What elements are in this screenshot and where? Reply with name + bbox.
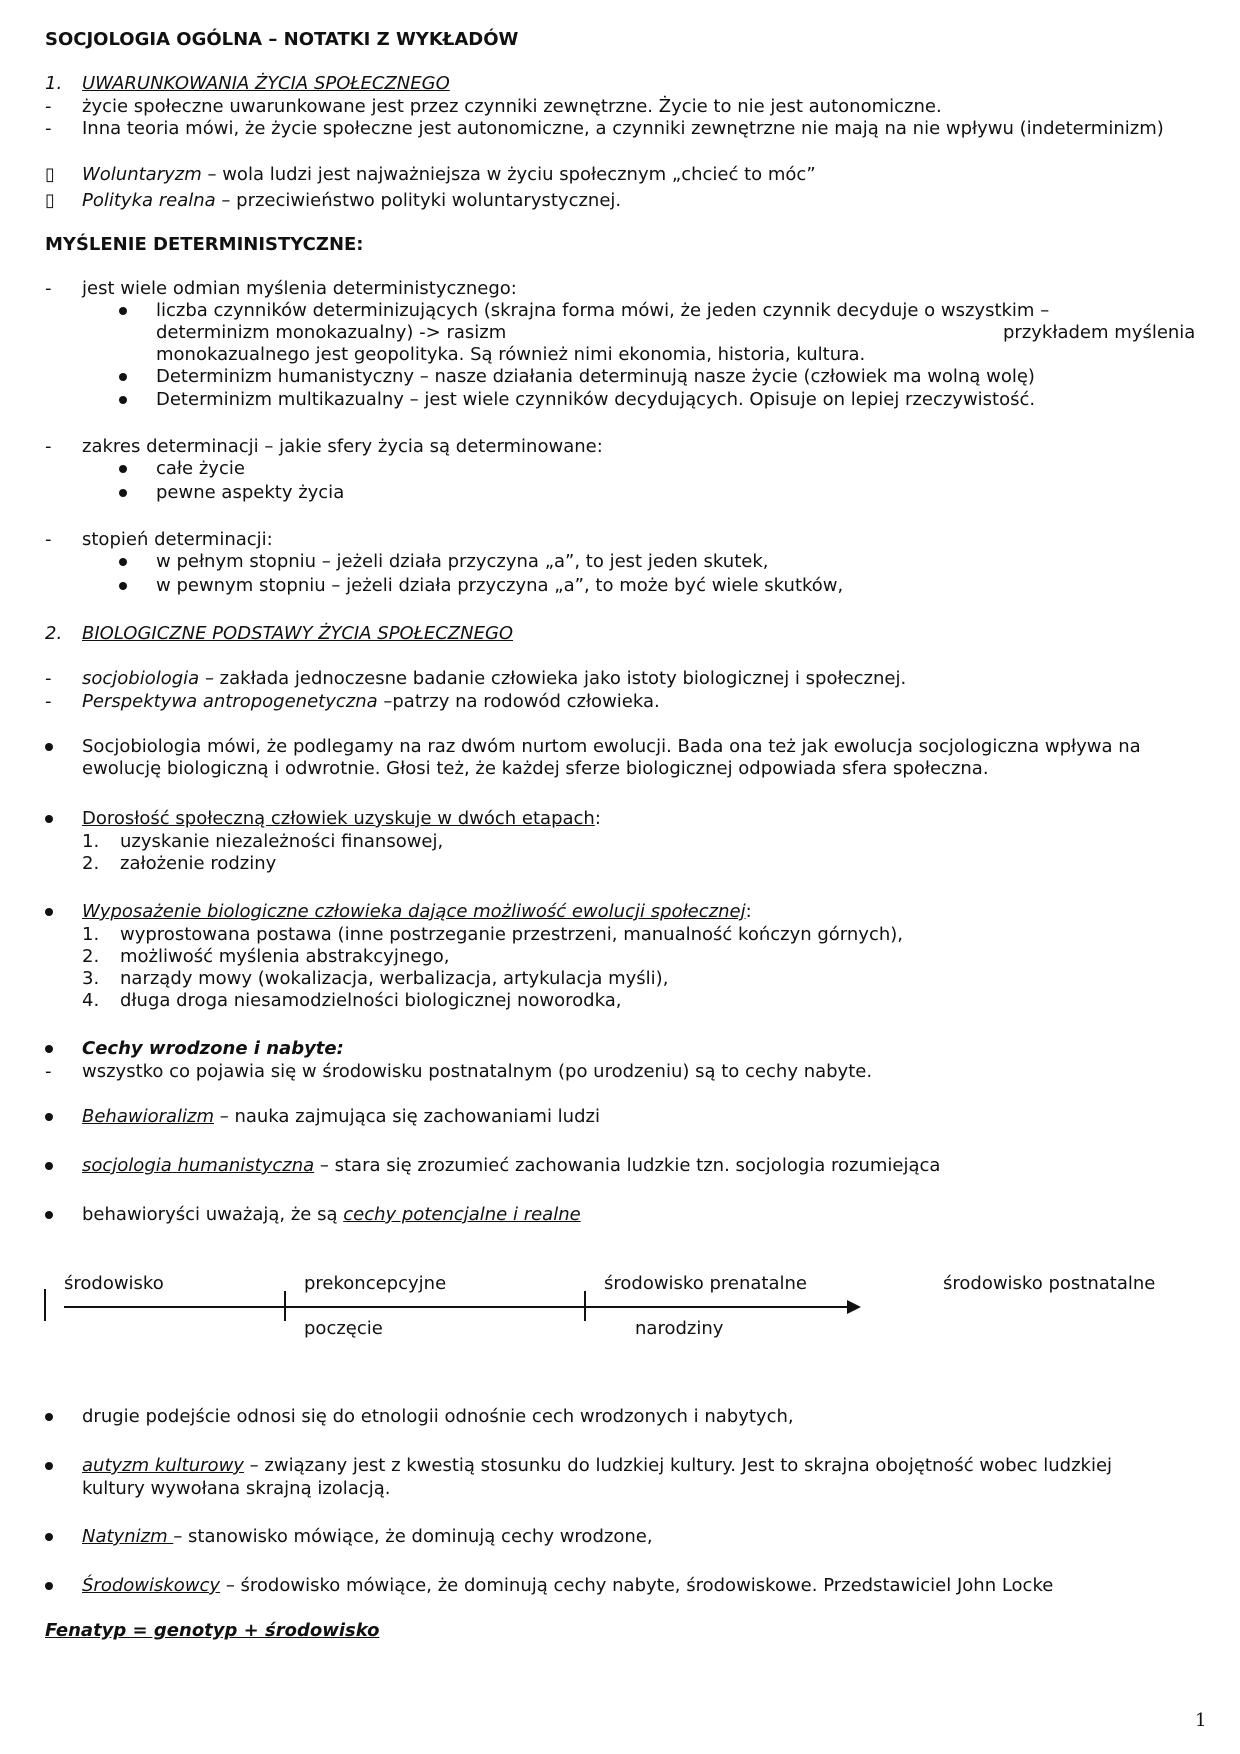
- dash-marker: -: [45, 436, 52, 457]
- section-2-number: 2.: [45, 623, 63, 644]
- multicausal-determinism: Determinizm multikazualny – jest wiele czynników decydujących. Opisuje on lepiej rzeczywistość.: [156, 389, 1036, 410]
- varieties-line: jest wiele odmian myślenia deterministycznego:: [82, 278, 517, 299]
- cultural-autism-text: – związany jest z kwestią stosunku do ludzkiej kultury. Jest to skrajna obojętność wobec ludzkiej: [243, 1455, 1113, 1476]
- dash-marker: -: [45, 668, 52, 689]
- cultural-autism-line-2: kultury wywołana skrajną izolacją.: [82, 1478, 391, 1499]
- dash-marker: -: [45, 118, 52, 139]
- timeline-label-preconception: prekoncepcyjne: [304, 1273, 447, 1294]
- bullet-icon: [119, 558, 127, 566]
- humanistic-sociology-item: [82, 1155, 940, 1177]
- arrow-right-icon: [847, 1300, 861, 1314]
- voluntarism-term: Woluntaryzm: [82, 164, 202, 185]
- dash-marker: -: [45, 691, 52, 712]
- behavioralism-term: Behawioralizm: [82, 1106, 215, 1127]
- potential-traits-item: [82, 1204, 581, 1226]
- list-item-number: 4.: [82, 990, 100, 1011]
- missing-glyph-icon: ▯: [45, 164, 55, 185]
- environmentalists-term: Środowiskowcy: [82, 1575, 221, 1596]
- page-number: 1: [1195, 1710, 1207, 1731]
- dash-marker: -: [45, 278, 52, 299]
- bullet-icon: [45, 1413, 53, 1421]
- list-item: założenie rodziny: [120, 853, 277, 874]
- perspective-text: –patrzy na rodowód człowieka.: [377, 691, 660, 712]
- monocausal-line-3: monokazualnego jest geopolityka. Są również nimi ekonomia, historia, kultura.: [156, 344, 866, 365]
- dash-marker: -: [45, 1061, 52, 1082]
- degree-item-2: w pewnym stopniu – jeżeli działa przyczyna „a”, to może być wiele skutków,: [156, 575, 844, 596]
- list-item-number: 1.: [82, 831, 100, 852]
- nativism-term: Natynizm: [82, 1526, 174, 1547]
- list-item: uzyskanie niezależności finansowej,: [120, 831, 444, 852]
- bullet-icon: [45, 1533, 53, 1541]
- cultural-autism-line-1: [82, 1455, 1112, 1477]
- humanistic-determinism: Determinizm humanistyczny – nasze działania determinują nasze życie (człowiek ma wolną wolę): [156, 366, 1035, 387]
- ethnology-item: drugie podejście odnosi się do etnologii odnośnie cech wrodzonych i nabytych,: [82, 1406, 794, 1427]
- timeline-label-postnatal: środowisko postnatalne: [943, 1273, 1156, 1294]
- list-item: możliwość myślenia abstrakcyjnego,: [120, 946, 450, 967]
- adulthood-heading-text: Dorosłość społeczną człowiek uzyskuje w dwóch etapach: [82, 808, 595, 829]
- equipment-heading-text: Wyposażenie biologiczne człowieka dające możliwość ewolucji społecznej: [82, 901, 746, 922]
- timeline-start-tick: [44, 1289, 46, 1321]
- potential-traits-term: cechy potencjalne i realne: [343, 1204, 581, 1225]
- timeline-label-conception: poczęcie: [304, 1318, 383, 1339]
- perspective-term: Perspektywa antropogenetyczna: [82, 691, 378, 712]
- behavioralism-item: [82, 1106, 600, 1128]
- nativism-text: – stanowisko mówiące, że dominują cechy wrodzone,: [173, 1526, 653, 1547]
- bullet-icon: [119, 307, 127, 315]
- monocausal-line-2: determinizm monokazualny) -> rasizm: [156, 322, 507, 343]
- potential-traits-text: behawioryści uważają, że są: [82, 1204, 344, 1225]
- missing-glyph-icon: ▯: [45, 190, 55, 211]
- equipment-heading: [82, 901, 752, 923]
- degree-item-1: w pełnym stopniu – jeżeli działa przyczyna „a”, to jest jeden skutek,: [156, 551, 769, 572]
- determinism-line-2: Inna teoria mówi, że życie społeczne jest autonomiczne, a czynniki zewnętrzne nie mają na nie wpływu (indeterminizm): [82, 118, 1164, 139]
- monocausal-line-1: liczba czynników determinizujących (skrajna forma mówi, że jeden czynnik decyduje o wszystkim –: [156, 300, 1050, 321]
- timeline-tick-birth: [584, 1291, 586, 1321]
- section-1-heading: UWARUNKOWANIA ŻYCIA SPOŁECZNEGO: [82, 73, 450, 94]
- timeline-tick-conception: [284, 1291, 286, 1321]
- monocausal-line-2-right: przykładem myślenia: [1003, 322, 1196, 343]
- voluntarism-item: [82, 164, 816, 186]
- timeline-label-birth: narodziny: [635, 1318, 724, 1339]
- phenotype-formula: Fenatyp = genotyp + środowisko: [45, 1620, 380, 1641]
- innate-acquired-heading: Cechy wrodzone i nabyte:: [82, 1038, 344, 1059]
- timeline-label-environment: środowisko: [64, 1273, 164, 1294]
- deterministic-heading: MYŚLENIE DETERMINISTYCZNE:: [45, 234, 364, 255]
- scope-item-2: pewne aspekty życia: [156, 482, 345, 503]
- list-item-number: 1.: [82, 924, 100, 945]
- dash-marker: -: [45, 96, 52, 117]
- scope-line: zakres determinacji – jakie sfery życia są determinowane:: [82, 436, 603, 457]
- bullet-icon: [45, 1113, 53, 1121]
- list-item-number: 3.: [82, 968, 100, 989]
- list-item-number: 2.: [82, 853, 100, 874]
- section-1-number: 1.: [45, 73, 63, 94]
- humanistic-sociology-text: – stara się zrozumieć zachowania ludzkie tzn. socjologia rozumiejąca: [314, 1155, 941, 1176]
- perspective-item: [82, 691, 660, 713]
- bullet-icon: [45, 908, 53, 916]
- bullet-icon: [45, 815, 53, 823]
- cultural-autism-term: autyzm kulturowy: [82, 1455, 244, 1476]
- adulthood-heading: [82, 808, 601, 830]
- behavioralism-text: – nauka zajmująca się zachowaniami ludzi: [214, 1106, 600, 1127]
- realpolitik-text: – przeciwieństwo polityki woluntarystycznej.: [215, 190, 622, 211]
- bullet-icon: [119, 465, 127, 473]
- section-2-heading: BIOLOGICZNE PODSTAWY ŻYCIA SPOŁECZNEGO: [82, 623, 514, 644]
- colon: :: [594, 808, 601, 829]
- realpolitik-item: [82, 190, 621, 212]
- list-item: długa droga niesamodzielności biologicznej noworodka,: [120, 990, 622, 1011]
- evolution-line-2: ewolucję biologiczną i odwrotnie. Głosi też, że każdej sferze biologicznej odpowiada sfera społeczna.: [82, 758, 989, 779]
- humanistic-sociology-term: socjologia humanistyczna: [82, 1155, 315, 1176]
- bullet-icon: [45, 1211, 53, 1219]
- dash-marker: -: [45, 529, 52, 550]
- innate-acquired-text: wszystko co pojawia się w środowisku postnatalnym (po urodzeniu) są to cechy nabyte.: [82, 1061, 873, 1082]
- environmentalists-text: – środowisko mówiące, że dominują cechy nabyte, środowiskowe. Przedstawiciel John Locke: [220, 1575, 1054, 1596]
- voluntarism-text: – wola ludzi jest najważniejsza w życiu społecznym „chcieć to móc”: [201, 164, 816, 185]
- evolution-line-1: Socjobiologia mówi, że podlegamy na raz dwóm nurtom ewolucji. Bada ona też jak ewolucja socjologiczna wpływa na: [82, 736, 1141, 757]
- list-item: wyprostowana postawa (inne postrzeganie przestrzeni, manualność kończyn górnych),: [120, 924, 903, 945]
- determinism-line-1: życie społeczne uwarunkowane jest przez czynniki zewnętrzne. Życie to nie jest autonomiczne.: [82, 96, 942, 117]
- bullet-icon: [45, 1045, 53, 1053]
- nativism-item: [82, 1526, 653, 1548]
- colon: :: [745, 901, 752, 922]
- sociobiology-term: socjobiologia: [82, 668, 200, 689]
- timeline-axis: [64, 1306, 857, 1308]
- page-title: SOCJOLOGIA OGÓLNA – NOTATKI Z WYKŁADÓW: [45, 29, 519, 50]
- list-item: narządy mowy (wokalizacja, werbalizacja, artykulacja myśli),: [120, 968, 669, 989]
- bullet-icon: [45, 743, 53, 751]
- timeline-label-prenatal: środowisko prenatalne: [604, 1273, 807, 1294]
- bullet-icon: [45, 1582, 53, 1590]
- bullet-icon: [119, 489, 127, 497]
- sociobiology-item: [82, 668, 906, 690]
- bullet-icon: [119, 396, 127, 404]
- scope-item-1: całe życie: [156, 458, 245, 479]
- list-item-number: 2.: [82, 946, 100, 967]
- bullet-icon: [119, 582, 127, 590]
- bullet-icon: [45, 1462, 53, 1470]
- bullet-icon: [119, 373, 127, 381]
- realpolitik-term: Polityka realna: [82, 190, 216, 211]
- degree-line: stopień determinacji:: [82, 529, 273, 550]
- sociobiology-text: – zakłada jednoczesne badanie człowieka jako istoty biologicznej i społecznej.: [199, 668, 907, 689]
- bullet-icon: [45, 1162, 53, 1170]
- environmentalists-item: [82, 1575, 1053, 1597]
